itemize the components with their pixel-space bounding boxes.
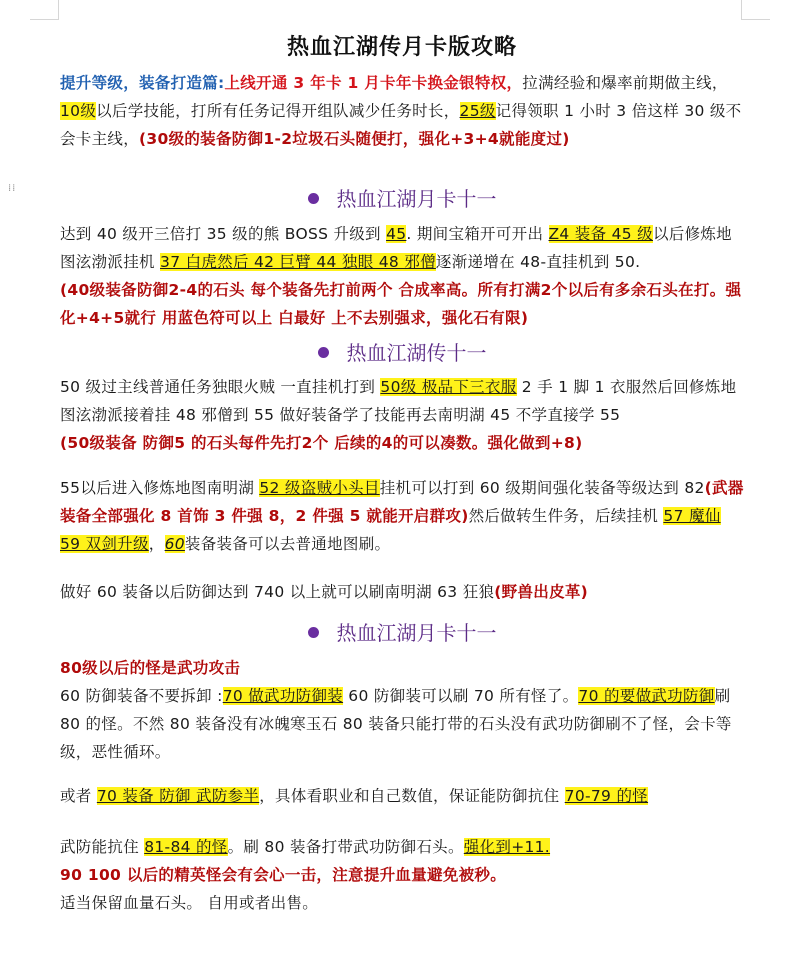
section-heading-text: 热血江湖月卡十一 — [336, 187, 497, 211]
document-title: 热血江湖传月卡版攻略 — [286, 34, 517, 60]
text: 装备装备可以去普通地图刷。 — [184, 535, 391, 553]
highlight: 70 的要做武功防御 — [578, 687, 715, 705]
section-heading-text: 热血江湖传十一 — [346, 341, 487, 365]
text: 武防能抗住 — [60, 838, 145, 856]
section-heading — [60, 617, 744, 646]
note: (野兽出皮革) — [494, 583, 589, 601]
bullet-icon — [318, 347, 329, 358]
highlight: 52 级盗贼小头目 — [259, 479, 380, 497]
note: (40级装备防御2-4的石头 每个装备先打前两个 合成率高。所有打满2个以后有多余石头在打。强化+4+5就行 用蓝色符可以上 白最好 上不去别强求，强化石有限) — [60, 281, 742, 327]
text: 达到 40 级开三倍打 35 级的熊 BOSS 升级到 — [60, 225, 387, 243]
text: 或者 — [60, 787, 97, 805]
text: 做好 60 装备以后防御达到 740 以上就可以刷南明湖 63 狂狼 — [60, 583, 495, 601]
text: 然后做转生件务，后续挂机 — [468, 507, 664, 525]
highlight: 70 做武功防御装 — [222, 687, 344, 705]
text: 。刷 80 装备打带武功防御石头。 — [227, 838, 464, 856]
text: ，具体看职业和自己数值，保证能防御抗住 — [259, 787, 565, 805]
section-paragraph — [60, 654, 744, 766]
intro-label: 提升等级，装备打造篇: — [60, 74, 225, 92]
text: 逐渐递增在 48-直挂机到 50. — [435, 253, 641, 271]
text: 60 防御装可以刷 70 所有怪了。 — [343, 687, 579, 705]
section-paragraph — [60, 220, 744, 332]
intro-paragraph — [60, 69, 744, 153]
intro-red-text: 上线开通 3 年卡 1 月卡年卡换金银特权， — [224, 74, 523, 92]
section-paragraph — [60, 474, 744, 558]
text: 以后修炼地图泫渤派挂机 — [60, 225, 732, 271]
bullet-icon — [308, 627, 319, 638]
drag-handle-icon[interactable]: ⁞⁞ — [8, 183, 17, 194]
highlight: 10级 — [60, 102, 97, 120]
text: . 期间宝箱开可开出 — [406, 225, 549, 243]
subheading: 80级以后的怪是武功攻击 — [60, 659, 241, 677]
highlight: 强化到+11. — [463, 838, 551, 856]
note: (50级装备 防御5 的石头每件先打2个 后续的4的可以凑数。强化做到+8) — [60, 434, 583, 452]
intro-text: 记得领职 1 小时 3 倍这样 30 级不会卡主线， — [60, 102, 742, 148]
highlight: 25级 — [459, 102, 496, 120]
highlight: 50级 极品下三衣服 — [380, 378, 517, 396]
highlight: 60 — [164, 535, 185, 553]
text: 55以后进入修炼地图南明湖 — [60, 479, 260, 497]
section-heading — [60, 337, 744, 366]
intro-text: 以后学技能，打所有任务记得开组队减少任务时长， — [96, 102, 460, 120]
highlight: 70-79 的怪 — [564, 787, 649, 805]
page-corner-mark-left — [30, 0, 59, 20]
section-paragraph — [60, 578, 744, 606]
text: 50 级过主线普通任务独眼火贼 一直挂机打到 — [60, 378, 381, 396]
text: 60 防御装备不要拆卸 : — [60, 687, 223, 705]
section-paragraph — [60, 833, 744, 917]
note: (武器装备全部强化 8 首饰 3 件强 8，2 件强 5 就能开启群攻) — [60, 479, 744, 525]
text: 2 手 1 脚 1 衣服然后回修炼地图泫渤派接着挂 48 邪僧到 55 做好装备学了技能再去南明湖 45 不学直接学 55 — [60, 378, 737, 424]
highlight: 45 — [386, 225, 407, 243]
text: ， — [148, 535, 165, 553]
bullet-icon — [308, 193, 319, 204]
highlight: 70 装备 防御 武防参半 — [96, 787, 260, 805]
highlight: 57 魔仙 59 双剑升级 — [60, 507, 721, 553]
section-paragraph — [60, 782, 744, 810]
text: 刷 80 的怪。不然 80 装备没有冰魄寒玉石 80 装备只能打带的石头没有武功防御刷不了怪，会卡等级，恶性循环。 — [60, 687, 732, 761]
highlight: Z4 装备 45 级 — [548, 225, 653, 243]
highlight: 37 白虎然后 42 巨臂 44 独眼 48 邪僧 — [160, 253, 436, 271]
page-corner-mark-right — [741, 0, 770, 20]
text: 挂机可以打到 60 级期间强化装备等级达到 82 — [379, 479, 705, 497]
intro-note: (30级的装备防御1-2垃圾石头随便打，强化+3+4就能度过) — [139, 130, 570, 148]
section-heading — [60, 183, 744, 212]
highlight: 81-84 的怪 — [144, 838, 228, 856]
section-heading-text: 热血江湖月卡十一 — [336, 621, 497, 645]
section-paragraph — [60, 373, 744, 457]
note: 90 100 以后的精英怪会有会心一击，注意提升血量避免被秒。 — [60, 866, 507, 884]
text: 适当保留血量石头。 自用或者出售。 — [60, 894, 319, 912]
intro-text: 拉满经验和爆率前期做主线， — [522, 74, 728, 92]
